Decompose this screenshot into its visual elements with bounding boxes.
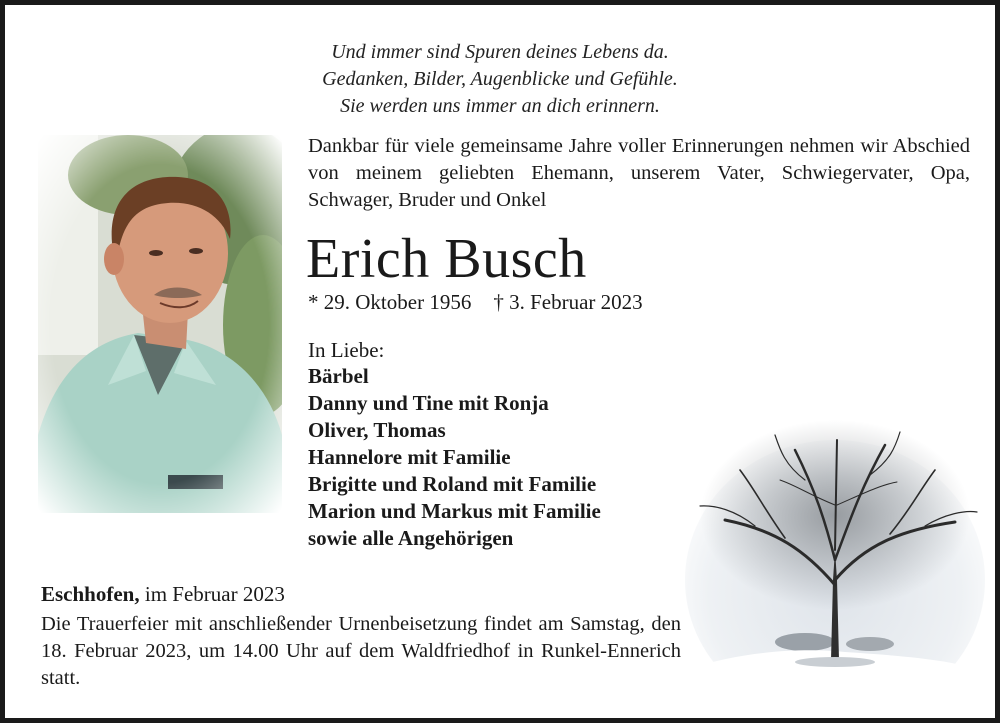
life-dates xyxy=(308,288,643,316)
place-town: Eschhofen, xyxy=(41,582,140,606)
mourner-name: Bärbel xyxy=(308,364,369,388)
death-date: † 3. Februar 2023 xyxy=(493,290,643,314)
mourners-block xyxy=(308,337,601,552)
mourners-heading: In Liebe: xyxy=(308,338,385,362)
place-date: im Februar 2023 xyxy=(144,582,285,606)
mourner-name: Marion und Markus mit Familie xyxy=(308,499,601,523)
mourners-list xyxy=(308,363,601,552)
portrait-illustration xyxy=(38,135,282,513)
deceased-name: Erich Busch xyxy=(306,228,587,290)
portrait-photo xyxy=(38,135,282,513)
intro-text: Dankbar für viele gemeinsame Jahre voller Erinnerungen nehmen wir Abschied von meinem geliebten Ehemann, unserem Vater, Schwiegervater, Opa, Schwager, Bruder und Onkel xyxy=(308,135,970,211)
mourner-name: Oliver, Thomas xyxy=(308,418,446,442)
mourner-name: Hannelore mit Familie xyxy=(308,445,511,469)
verse-line: Sie werden uns immer an dich erinnern. xyxy=(340,95,660,117)
mourner-name: sowie alle Angehörigen xyxy=(308,526,514,550)
winter-tree-illustration xyxy=(685,410,985,715)
memorial-verse xyxy=(5,39,995,120)
verse-line: Gedanken, Bilder, Augenblicke und Gefühle. xyxy=(322,68,678,90)
funeral-ceremony-text: Die Trauerfeier mit anschließender Urnenbeisetzung findet am Samstag, den 18. Februar 2023, um 14.00 Uhr auf dem Waldfriedhof in Runkel-Ennerich statt. xyxy=(41,613,681,689)
place-and-date xyxy=(41,580,285,608)
birth-date: * 29. Oktober 1956 xyxy=(308,290,472,314)
verse-line: Und immer sind Spuren deines Lebens da. xyxy=(331,41,669,63)
mourner-name: Danny und Tine mit Ronja xyxy=(308,391,549,415)
mourner-name: Brigitte und Roland mit Familie xyxy=(308,472,597,496)
